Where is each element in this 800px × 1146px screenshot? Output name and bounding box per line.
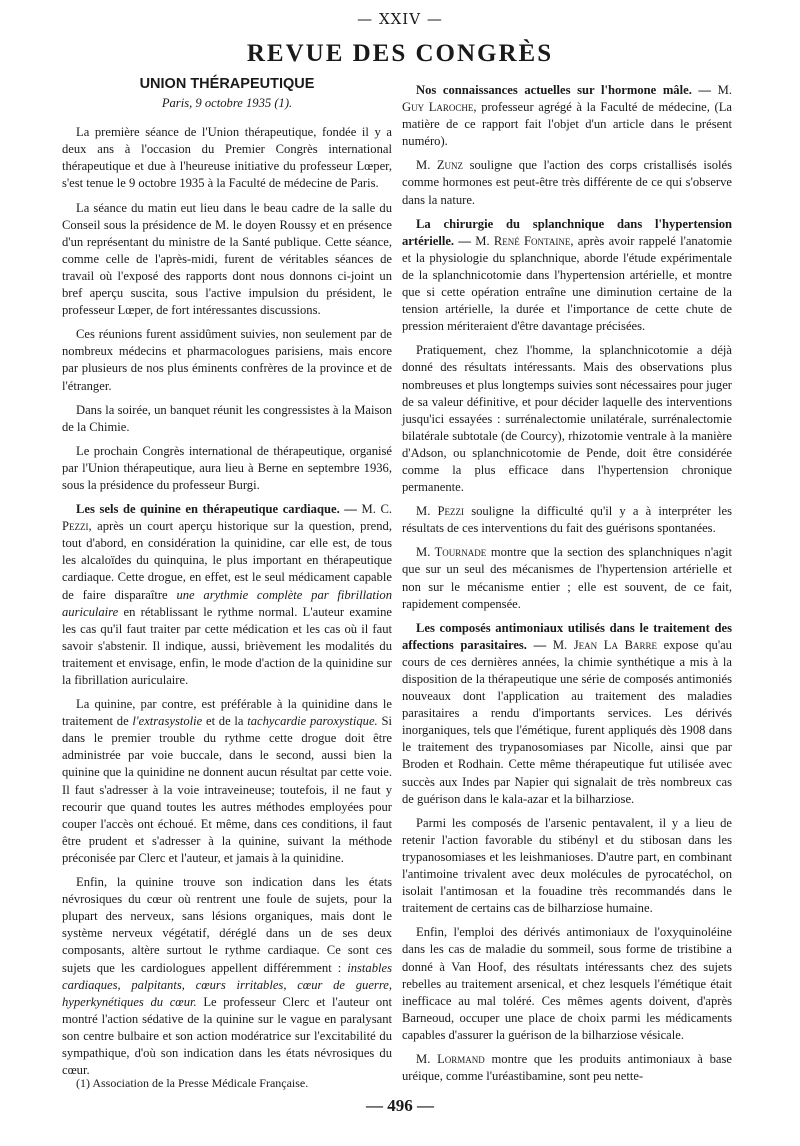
speaker-name: M. Lormand — [416, 1051, 485, 1066]
italic-run: instables cardiaques, palpitants, cœurs irritables, cœur de guerre, hyperkynétiques du cœur. — [62, 960, 392, 1009]
paragraph: Parmi les composés de l'arsenic pentavalent, il y a lieu de retenir l'action favorable du stibényl et du stibosan dans les trypanosomiases et les leishmanioses. D'autre part, en combinant l'antimoine trivalent avec deux molécules de pyrocatéchol, on isolait l'antimosan et la fouadine très recommandés dans le traitement de certains cas de bilharziose humaine. — [402, 815, 732, 916]
paragraph — [62, 501, 392, 689]
section-title: UNION THÉRAPEUTIQUE — [139, 76, 315, 92]
page-roman-numeral: — XXIV — — [357, 10, 443, 28]
text-run: expose qu'au cours de ces dernières années, la chimie synthétique a mis à la disposition de la thérapeutique une série de composés antimoniés nouveaux dont l'application au traitement des maladies parasitaires a rendu d'importants services. Les dérivés inorganiques, tels que l'émétique, furent appliqués dès 1908 dans le traitement des trypanosomiases par Nicolle, ainsi que par Broden et Rodhain. Cette même thérapeutique fut utilisée avec succès aux Indes par Napier qui signalait de très nombreux cas de guérison dans le kala-azar et la bilharziose. — [402, 637, 732, 806]
text-run: Le professeur Clerc et l'auteur ont montré l'action sédative de la quinine sur le vague en paralysant son centre bulbaire et son action modératrice sur l'excitabilité du sympathique, d'où son indication dans les états névrosiques du cœur. — [62, 994, 393, 1078]
text-run: professeur agrégé à la Faculté de médecine, (La matière de ce rapport fait l'objet d'un article dans le présent numéro). — [402, 100, 732, 149]
text-run: en rétablissant le rythme normal. L'auteur examine les cas qu'il faut traiter par cette médication et les cas où il faut savoir s'abstenir. Il indique, aussi, brièvement les modalités du traitement et envisage, enfin, le mode d'action de la quinidine sur la fibrillation auriculaire. — [62, 604, 392, 687]
speaker-name: M. Tournade — [416, 545, 487, 560]
text-run: Si dans le premier trouble du rythme cette drogue doit être administrée par voie buccale, dans le second, aussi bien la quinine que la quinidine ne donnent aucun résultat par cette voie. Il faut s'adresser à la voie intraveineuse; toutefois, il ne faut y recourir que quand toutes les autres méthodes employées pour couper l'accès ont échoué. Et même, dans ces conditions, il faut être prudent et s'adresser à la quinine, suivant la méthode préconisée par Clerc et l'auteur, et jamais à la quinidine. — [62, 714, 392, 865]
paragraph — [62, 696, 392, 867]
paragraph: Pratiquement, chez l'homme, la splanchnicotomie a déjà donné des résultats intéressants. Mais des observations plus nombreuses et plus longtemps suivies sont nécessaires pour juger de sa valeur définitive, et pour décider laquelle des interventions jusqu'ici essayées : surrénalectomie unilatérale, surrénalectomie bilatérale subtotale (de Courcy), rhizotomie ventrale à la manière d'Adson, ou splanchnicotomie de Pende, doit être considérée comme la plus efficace dans l'hypertension chronique permanente. — [402, 343, 732, 495]
paragraph — [402, 157, 732, 208]
text-run: montre que la section des splanchniques n'agit que sur un seul des mécanismes de l'hypertension artérielle et non sur le mécanisme entier ; elle est souvent, de ce fait, rapidement compensée. — [402, 545, 732, 611]
text-run: souligne que l'action des corps cristallisés isolés comme hormones est peut-être très différente de ce qui s'observe dans la nature. — [402, 158, 733, 207]
place-date: Paris, 9 octobre 1935 (1). — [161, 96, 293, 111]
subsection-heading: Nos connaissances actuelles sur l'hormone mâle. — — [416, 83, 712, 97]
speaker-name: M. Guy Laroche, — [402, 83, 732, 115]
subsection-heading: Les composés antimoniaux utilisés dans le traitement des affections parasitaires. — — [402, 620, 732, 652]
text-run: et de la — [205, 714, 244, 729]
page-title: REVUE DES CONGRÈS — [246, 40, 554, 67]
italic-run: une arythmie complète par fibrillation auriculaire — [62, 587, 393, 619]
speaker-name: M. C. Pezzi, — [62, 502, 392, 534]
speaker-name: M. Jean La Barre — [552, 637, 658, 652]
italic-run: l'extrasystolie — [132, 714, 203, 729]
speaker-name: M. Zunz — [416, 158, 464, 173]
text-run: Enfin, la quinine trouve son indication dans les états névrosiques du cœur où rentrent une foule de sujets, pour la plupart des nerveux, sans lésions organiques, mais dont le système nerveux végétatif, déréglé dans un de ses deux composants, altère surtout le rythme cardiaque. Ce sont ces sujets que les cardiologues appellent différemment : — [62, 875, 392, 975]
subsection-heading: La chirurgie du splanchnique dans l'hypertension artérielle. — — [402, 216, 732, 248]
paragraph — [402, 503, 732, 537]
text-run: La quinine, par contre, est préférable à la quinidine dans le traitement de — [62, 697, 392, 729]
paragraph — [402, 620, 732, 808]
speaker-name: M. René Fontaine, — [475, 233, 574, 248]
text-run: après avoir rappelé l'anatomie et la physiologie du splanchnique, aborde l'étude expérimentale de la splanchnicotomie dans l'hypertension artérielle, et montre que si cette opération entraîne une diminution certaine de la tension artérielle, la durée et l'importance de cette chute de pression mériteraient d'être davantage précisées. — [402, 233, 733, 334]
paragraph: La première séance de l'Union thérapeutique, fondée il y a deux ans à l'occasion du Premier Congrès international thérapeutique et due à l'heureuse initiative du professeur Lœper, s'est tenue le 9 octobre 1935 à la Faculté de médecine de Paris. — [62, 125, 392, 191]
italic-run: tachycardie paroxystique. — [247, 714, 378, 729]
paragraph — [62, 874, 392, 1079]
right-column — [402, 82, 732, 1092]
paragraph — [402, 544, 732, 612]
text-run: après un court aperçu historique sur la question, prend, tout d'abord, en considération la quinidine, car elle est, de tous les alcaloïdes du quinquina, le plus important en thérapeutique cardiaque. Cette drogue, en effet, est le seul médicament capable de faire disparaître — [62, 519, 392, 602]
paragraph: La séance du matin eut lieu dans le beau cadre de la salle du Conseil sous la présidence de M. le doyen Roussy et en présence d'un représentant du ministre de la Santé publique. Cette séance, comme celle de l'après-midi, furent de véritables séances de travail où l'exposé des rapports dont nous donnons ci-joint un bref aperçu suscita, sous l'active impulsion du président, le professeur Lœper, de fort intéressantes discussions. — [62, 200, 392, 318]
page-number: — 496 — — [366, 1096, 434, 1115]
speaker-name: M. Pezzi — [416, 504, 465, 519]
paragraph: Dans la soirée, un banquet réunit les congressistes à la Maison de la Chimie. — [62, 402, 392, 434]
paragraph: Ces réunions furent assidûment suivies, non seulement par de nombreux médecins et pharmacologues parisiens, mais encore par plusieurs de nos plus éminents confrères de la province et de l'étranger. — [62, 327, 392, 393]
text-run: montre que les produits antimoniaux à base uréique, comme l'uréastibamine, sont peu nette- — [402, 1051, 732, 1084]
footnote: (1) Association de la Presse Médicale Française. — [76, 1076, 309, 1090]
subsection-heading: Les sels de quinine en thérapeutique cardiaque. — — [76, 502, 357, 517]
paragraph — [402, 216, 732, 336]
paragraph: Enfin, l'emploi des dérivés antimoniaux de l'oxyquinoléine dans les cas de maladie du sommeil, sous forme de tristibine a donné à Van Hoof, des résultats intéressants chez des sujets rebelles au traitement arsenical, et chez lesquels l'émétique était inefficace au mal toléré. Ces mêmes agents doivent, d'après Barneoud, occuper une place de choix parmi les médicaments capables d'assurer la guérison de la bilharziose vésicale. — [402, 925, 732, 1042]
text-run: souligne la difficulté qu'il y a à interpréter les résultats de ces interventions du fait des guérisons spontanées. — [402, 504, 732, 536]
paragraph: Le prochain Congrès international de thérapeutique, organisé par l'Union thérapeutique, aura lieu à Berne en septembre 1936, sous la présidence du professeur Burgi. — [62, 443, 392, 492]
paragraph — [402, 1051, 732, 1085]
left-column — [62, 76, 392, 1086]
paragraph — [402, 82, 732, 150]
